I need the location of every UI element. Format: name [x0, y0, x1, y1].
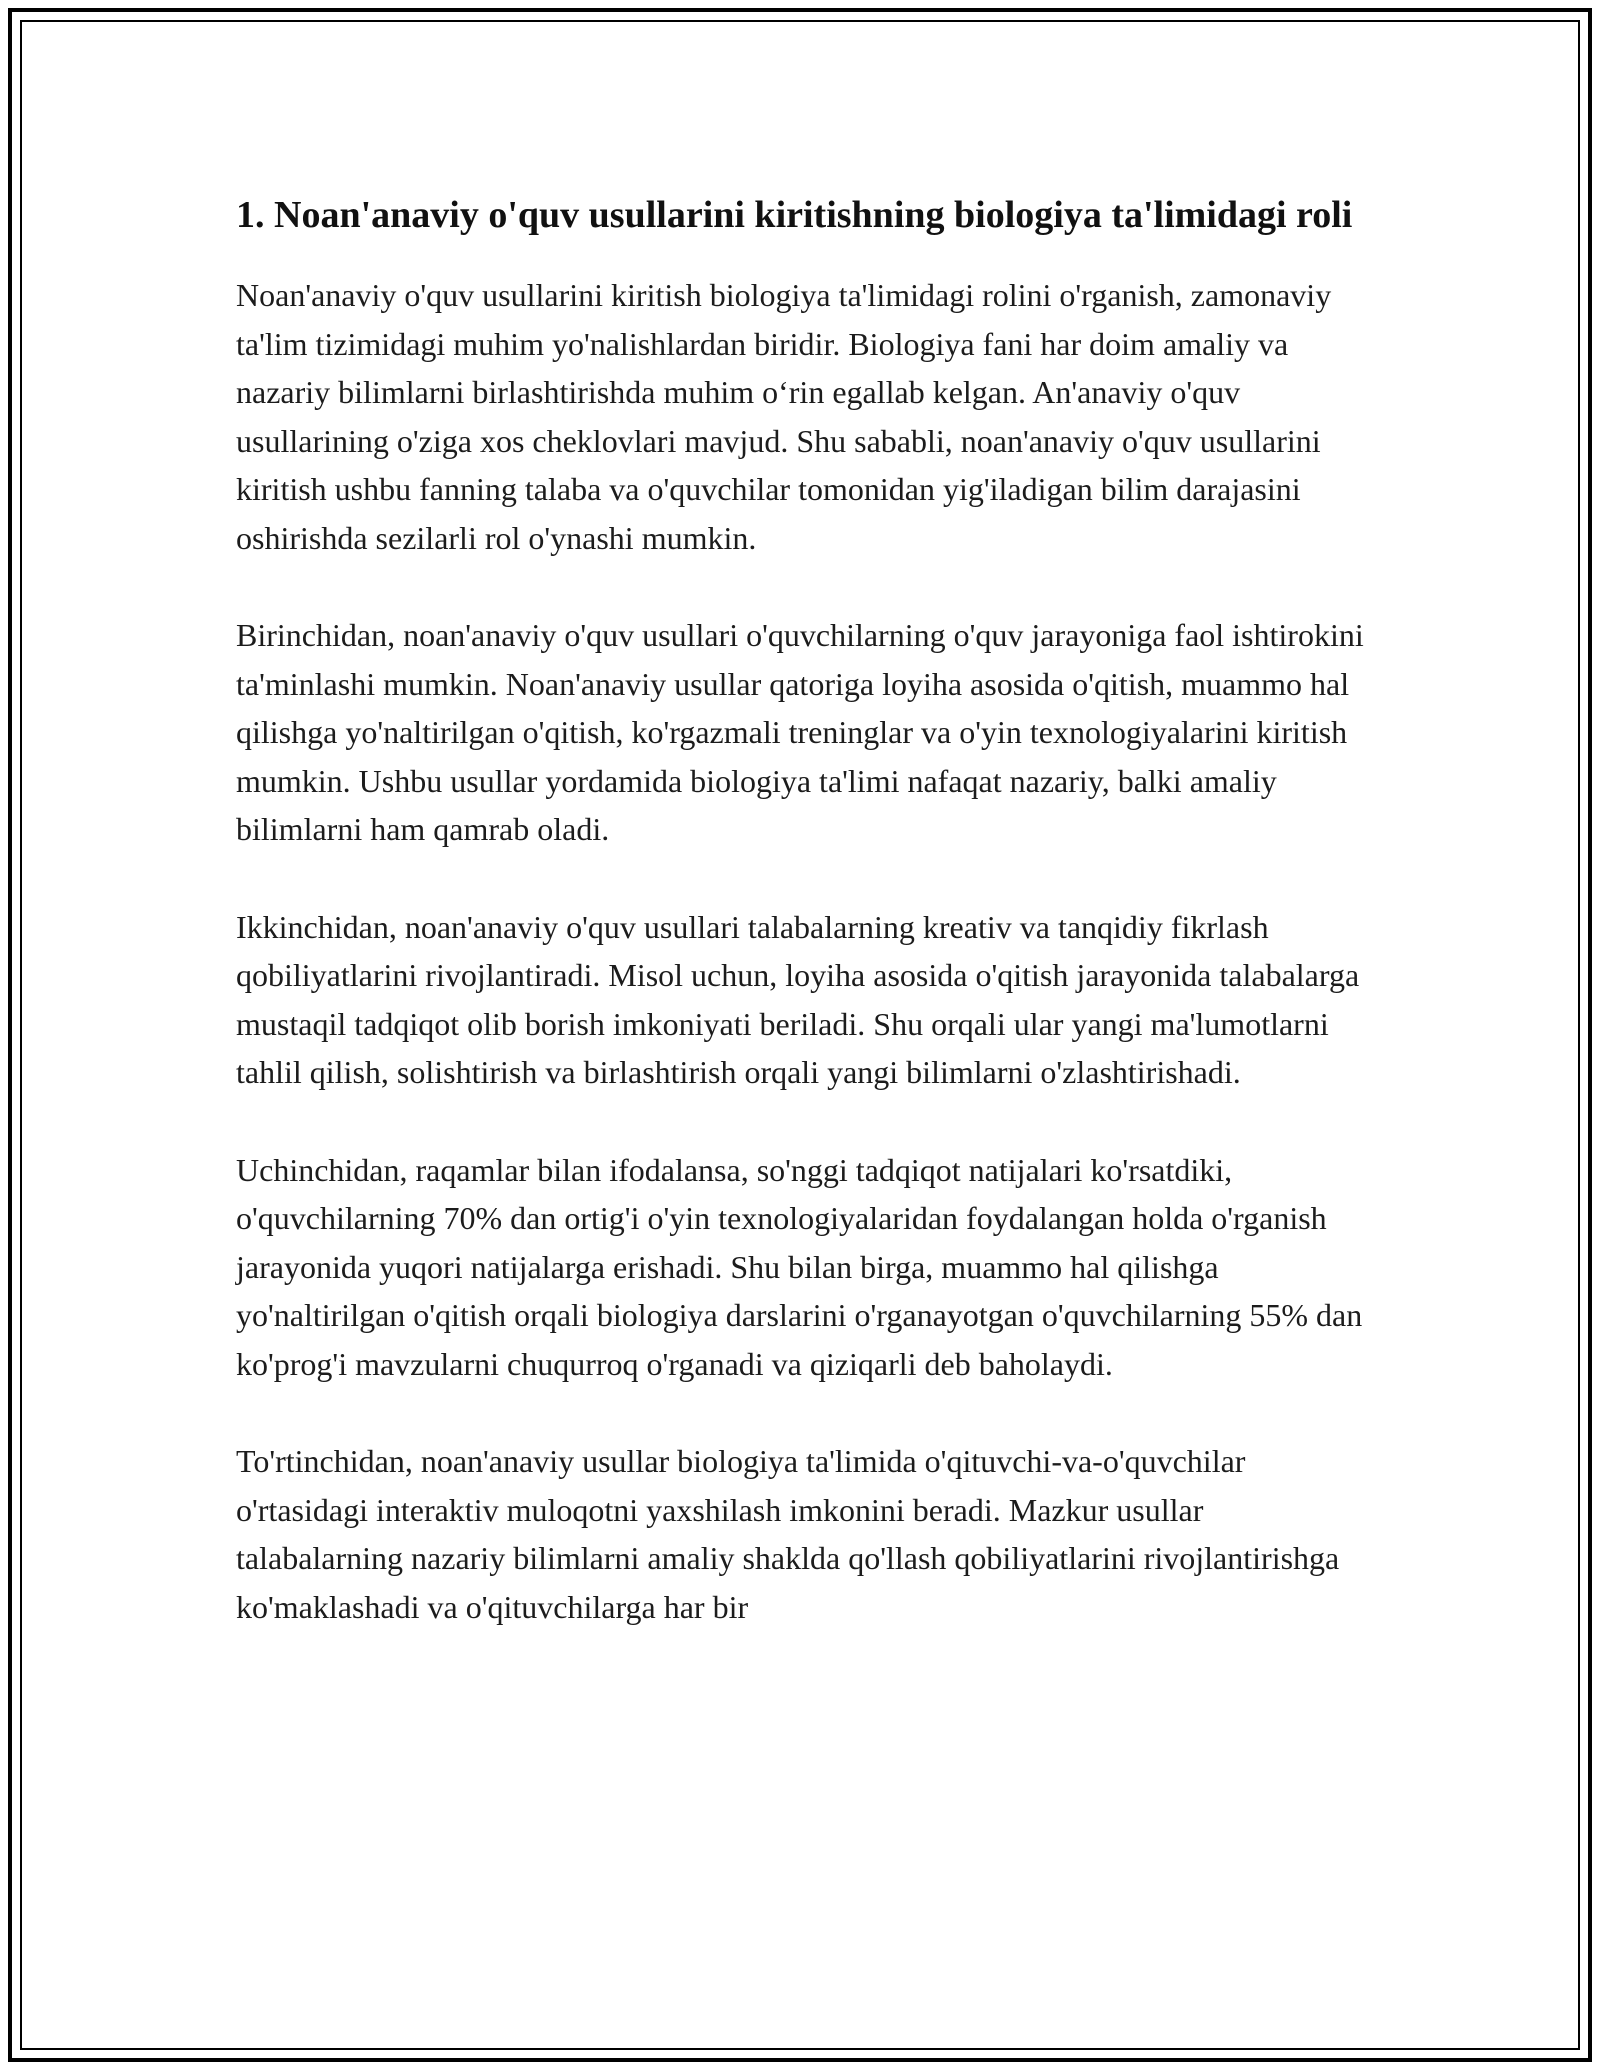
paragraph-2: Birinchidan, noan'anaviy o'quv usullari o'quvchilarning o'quv jarayoniga faol ishtirokini ta'minlashi mumkin. Noan'anaviy usullar qatoriga loyiha asosida o'qitish, muammo hal qilishga yo'naltirilgan o'qitish, ko'rgazmali treninglar va o'yin texnologiyalarini kiritish mumkin. Ushbu usullar yordamida biologiya ta'limi nafaqat nazariy, balki amaliy bilimlarni ham qamrab oladi.: [236, 617, 1364, 847]
section-heading: 1. Noan'anaviy o'quv usullarini kiritishning biologiya ta'limidagi roli: [236, 194, 1353, 236]
document-body: [236, 188, 1376, 1631]
paragraph-3: Ikkinchidan, noan'anaviy o'quv usullari talabalarning kreativ va tanqidiy fikrlash qobiliyatlarini rivojlantiradi. Misol uchun, loyiha asosida o'qitish jarayonida talabalarga mustaqil tadqiqot olib borish imkoniyati beriladi. Shu orqali ular yangi ma'lumotlarni tahlil qilish, solishtirish va birlashtirish orqali yangi bilimlarni o'zlashtirishadi.: [236, 908, 1360, 1090]
paragraph-4: Uchinchidan, raqamlar bilan ifodalansa, so'nggi tadqiqot natijalari ko'rsatdiki, o'quvchilarning 70% dan ortig'i o'yin texnologiyalaridan foydalangan holda o'rganish jarayonida yuqori natijalarga erishadi. Shu bilan birga, muammo hal qilishga yo'naltirilgan o'qitish orqali biologiya darslarini o'rganayotgan o'quvchilarning 55% dan ko'prog'i mavzularni chuqurroq o'rganadi va qiziqarli deb baholaydi.: [236, 1151, 1363, 1382]
paragraph-5: To'rtinchidan, noan'anaviy usullar biologiya ta'limida o'qituvchi-va-o'quvchilar o'rtasidagi interaktiv muloqotni yaxshilash imkonini beradi. Mazkur usullar talabalarning nazariy bilimlarni amaliy shaklda qo'llash qobiliyatlarini rivojlantirishga ko'maklashadi va o'qituvchilarga har bir: [236, 1443, 1340, 1625]
paragraph-1: Noan'anaviy o'quv usullarini kiritish biologiya ta'limidagi rolini o'rganish, zamonaviy ta'lim tizimidagi muhim yo'nalishlardan biridir. Biologiya fani har doim amaliy va nazariy bilimlarni birlashtirishda muhim o‘rin egallab kelgan. An'anaviy o'quv usullarining o'ziga xos cheklovlari mavjud. Shu sababli, noan'anaviy o'quv usullarini kiritish ushbu fanning talaba va o'quvchilar tomonidan yig'iladigan bilim darajasini oshirishda sezilarli rol o'ynashi mumkin.: [236, 277, 1332, 556]
